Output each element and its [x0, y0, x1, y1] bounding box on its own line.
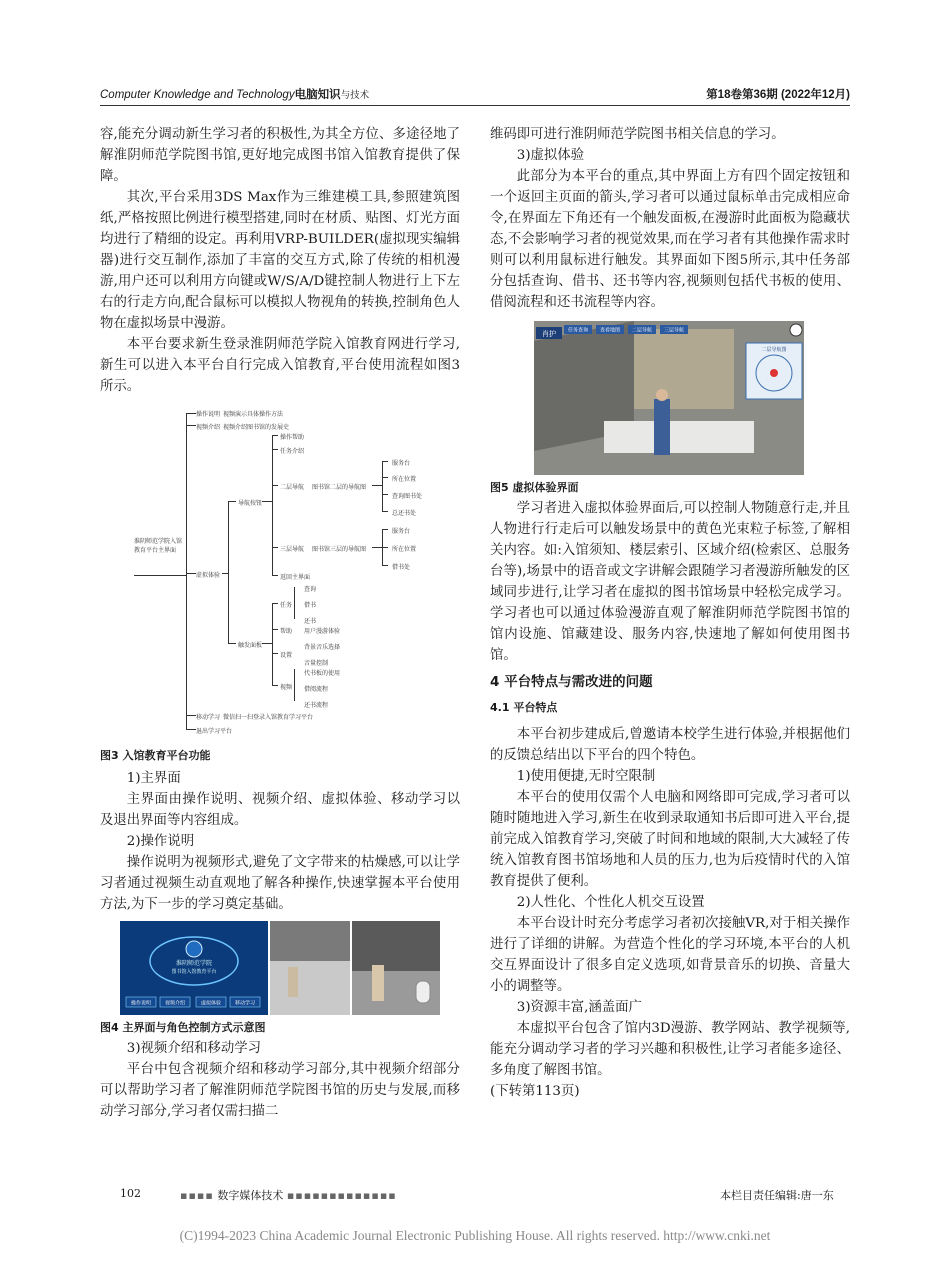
figure-4-caption: 图4 主界面与角色控制方式示意图 [100, 1021, 266, 1034]
section-label: 3)虚拟体验 [516, 148, 585, 163]
section-label: 3)视频介绍和移动学习 [126, 1041, 262, 1056]
paragraph: 学习者进入虚拟体验界面后,可以控制人物随意行走,并且人物进行行走后可以触发场景中的黄色光束粒子标签,了解相关内容。如:入馆须知、楼层索引、区域介绍(检索区、总服务台等),场景中的语音或文字讲解会跟随学习者漫游所触发的区域同步进行,让学习者在虚拟的图书馆场景中轻松完成学习。学习者也可以通过体验漫游直观了解淮阴师范学院图书馆的馆内设施、馆藏建设、服务内容,快速地了解如何使用图书馆。 [490, 501, 850, 663]
section-heading: 4 平台特点与需改进的问题 [490, 674, 653, 690]
mm-floor3: 三层导航 [280, 546, 305, 553]
fig4-avatar-1 [288, 967, 298, 997]
journal-name: Computer Knowledge and Technology电脑知识与技术 [100, 89, 370, 101]
mm-op: 操作说明 [196, 411, 221, 418]
fig4-button: 操作说明 [130, 1000, 152, 1007]
section-label: 3)资源丰富,涵盖面广 [516, 1000, 642, 1015]
right-column [490, 124, 850, 1102]
paragraph: 容,能充分调动新生学习者的积极性,为其全方位、多途径地了解淮阴师范学院图书馆,更好地完成图书馆入馆教育提供了保障。 [100, 127, 460, 184]
mm-root: 淮阴师范学院入馆教育平台主界面 [134, 538, 183, 554]
fig4-avatar-2 [372, 965, 384, 1001]
paragraph: 主界面由操作说明、视频介绍、虚拟体验、移动学习以及退出界面等内容组成。 [100, 792, 460, 828]
paragraph: 本平台设计时充分考虑学习者初次接触VR,对于相关操作进行了详细的讲解。为营造个性化的学习环境,本平台的人机交互界面设计了很多自定义选项,如背景音乐的切换、音量大小的调整等。 [490, 916, 850, 994]
back-arrow-icon [790, 324, 802, 336]
footer-section: ▪▪▪▪ 数字媒体技术 ▪▪▪▪▪▪▪▪▪▪▪▪▪ [180, 1189, 397, 1202]
location-marker-icon [770, 369, 778, 377]
section-label: 1)主界面 [126, 771, 181, 786]
paragraph: 维码即可进行淮阴师范学院图书相关信息的学习。 [490, 127, 785, 142]
continued-note: (下转第113页) [490, 1084, 580, 1099]
subsection-heading: 4.1 平台特点 [490, 701, 558, 714]
section-label: 2)操作说明 [126, 834, 195, 849]
issue-info: 第18卷第36期 (2022年12月) [706, 89, 850, 101]
left-column [100, 124, 460, 1122]
svg-text:任务查询: 任务查询 [567, 327, 589, 334]
figure-3-mindmap: 淮阴师范学院入馆教育平台主界面 操作说明 视频演示具体操作方法 视频介绍 视频介绍图书馆的发展史 虚拟体验 导航按钮 操作帮助 任务介绍 二层导航 图书馆二层的导航图 服务台 所在位置 查询图书处 总还书处 三层导航 图书馆三层的导航图 服务台 所在位置 借书处 返回主界面 触发面板 任务 查询 借书 还书 帮助 用户漫游体验 设置 背景音乐选择 音量控制 视频 代书板的使用 借阅流程 还书流程 移动学习 微信扫一扫登录入馆教育学习平台 退出学习平台 [100, 401, 460, 743]
mm-mobile: 移动学习 [196, 714, 221, 721]
mm-trigger: 触发面板 [238, 642, 263, 649]
paragraph: 平台中包含视频介绍和移动学习部分,其中视频介绍部分可以帮助学习者了解淮阴师范学院图书馆的历史与发展,而移动学习部分,学习者仅需扫描二 [100, 1062, 460, 1119]
paragraph: 其次,平台采用3DS Max作为三维建模工具,参照建筑图纸,严格按照比例进行模型搭建,同时在材质、贴图、灯光方面均进行了精细的设定。再利用VRP-BUILDER(虚拟现实编辑器)进行交互制作,添加了丰富的交互方式,除了传统的相机漫游,用户还可以利用方向键或W/S/A/D键控制人物进行上下左右的行走方向,配合鼠标可以模拟人物视角的转换,控制角色人物在虚拟场景中漫游。 [100, 190, 460, 331]
fig5-avatar [654, 399, 670, 455]
figure-4-svg [120, 921, 440, 1015]
mm-floor2: 二层导航 [280, 484, 305, 491]
figure-5-svg [534, 321, 804, 475]
paragraph: 本平台要求新生登录淮阴师范学院入馆教育网进行学习,新生可以进入本平台自行完成入馆教育,平台使用流程如图3所示。 [100, 337, 460, 394]
paragraph: 本平台的使用仅需个人电脑和网络即可完成,学习者可以随时随地进入学习,新生在收到录取通知书后即可进入平台,提前完成入馆教育学习,突破了时间和地域的限制,大大减轻了传统入馆教育图书馆场地和人员的压力,也为后疫情时代的入馆教育提供了便利。 [490, 790, 850, 889]
running-header [100, 84, 850, 104]
section-label: 2)人性化、个性化人机交互设置 [516, 895, 705, 910]
figure-4-image [120, 921, 440, 1015]
fig4-button: 视频介绍 [164, 1000, 186, 1007]
footer-editor: 本栏目责任编辑:唐一东 [720, 1189, 834, 1202]
paragraph: 此部分为本平台的重点,其中界面上方有四个固定按钮和一个返回主页面的箭头,学习者可以通过鼠标单击完成相应命令,在界面左下角还有一个触发面板,在漫游时此面板为隐藏状态,不会影响学习者的视觉效果,而在学习者有其他操作需求时则可以利用鼠标进行触发。其界面如下图5所示,其中任务部分包括查询、借书、还书等内容,视频则包括代书板的使用、借阅流程和还书流程等内容。 [490, 169, 850, 310]
fig4-button: 虚拟体验 [200, 1000, 222, 1007]
figure-5-image [534, 321, 804, 475]
figure-5-caption: 图5 虚拟体验界面 [490, 481, 579, 494]
service-desk [604, 421, 754, 453]
svg-text:三层导航: 三层导航 [663, 327, 685, 334]
mm-nav: 导航按钮 [238, 500, 263, 507]
copyright-line: (C)1994-2023 China Academic Journal Electronic Publishing House. All rights reserved. http://www.cnki.net [179, 1228, 771, 1243]
fig5-logo: 肖护 [542, 330, 556, 338]
figure-3-caption: 图3 入馆教育平台功能 [100, 749, 211, 762]
svg-text:查看地图: 查看地图 [599, 327, 621, 334]
paragraph: 本虚拟平台包含了馆内3D漫游、教学网站、教学视频等,能充分调动学习者的学习兴趣和积极性,让学习者能多途径、多角度了解图书馆。 [490, 1021, 850, 1078]
paragraph: 本平台初步建成后,曾邀请本校学生进行体验,并根据他们的反馈总结出以下平台的四个特色。 [490, 727, 850, 763]
page-number: 102 [120, 1187, 141, 1200]
fig4-banner-1: 淮阴师范学院 [175, 960, 213, 967]
mm-vr: 虚拟体验 [196, 572, 221, 579]
section-label: 1)使用便捷,无时空限制 [516, 769, 656, 784]
svg-text:二层导航图: 二层导航图 [761, 347, 787, 353]
mouse-icon [416, 981, 430, 1003]
header-rule [100, 105, 850, 106]
fig4-button: 移动学习 [234, 1000, 256, 1007]
mm-exit: 退出学习平台 [196, 728, 233, 735]
svg-text:二层导航: 二层导航 [631, 327, 653, 334]
fig4-banner-2: 图书馆入馆教育平台 [171, 969, 217, 975]
paragraph: 操作说明为视频形式,避免了文字带来的枯燥感,可以让学习者通过视频生动直观地了解各种操作,快速掌握本平台使用方法,为下一步的学习奠定基础。 [100, 855, 460, 912]
fig4-emblem [186, 941, 202, 957]
mm-video: 视频介绍 [196, 424, 221, 431]
